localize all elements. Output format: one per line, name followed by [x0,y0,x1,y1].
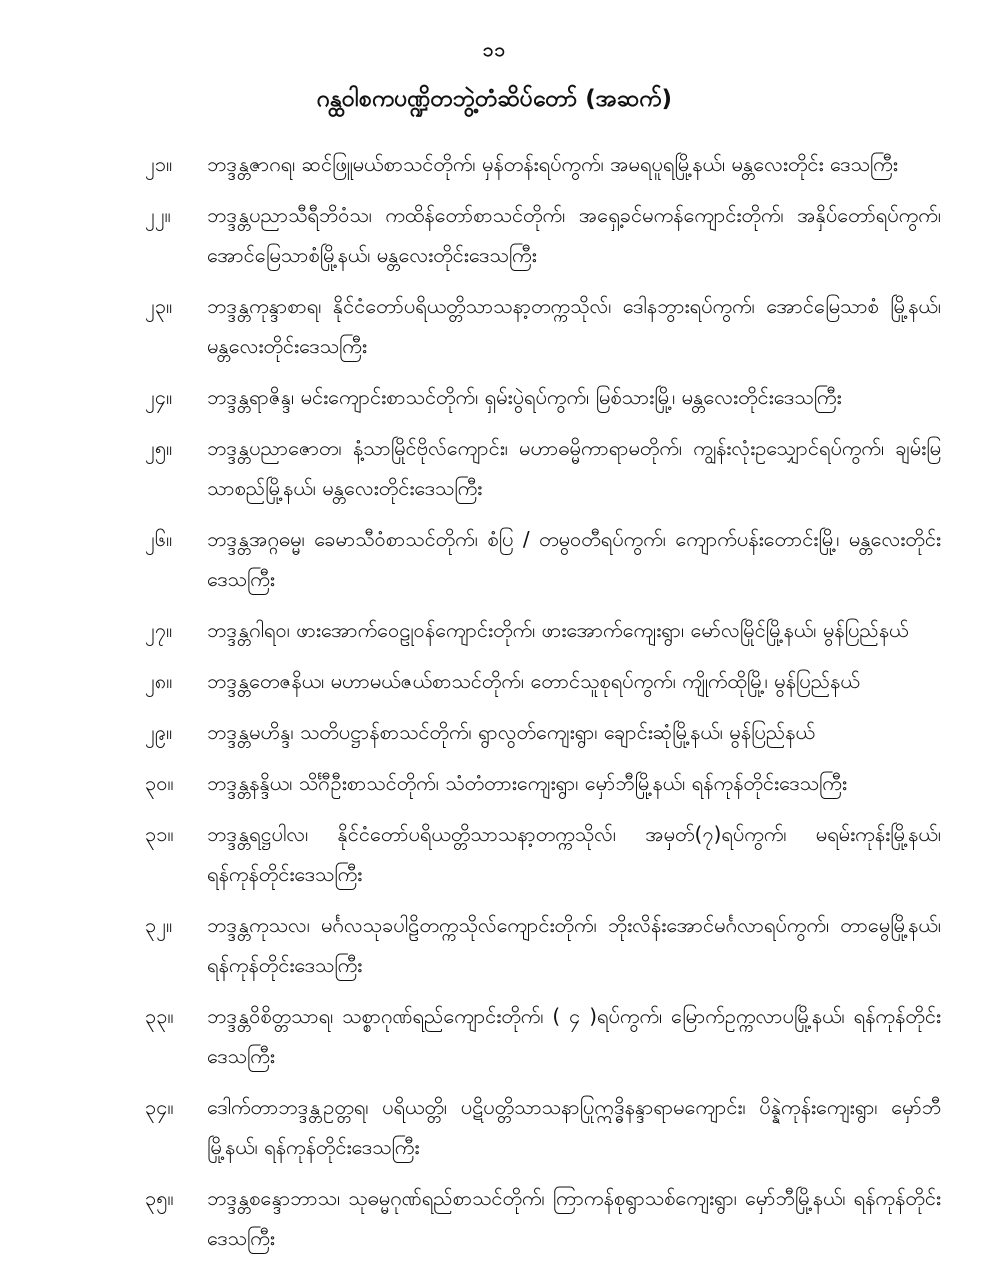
item-text: ဘဒ္ဒန္တမဟိန္ဒ၊ သတိပဋ္ဌာန်စာသင်တိုက်၊ ရွာလွတ်ကျေးရွာ၊ ချောင်းဆုံမြို့နယ်၊ မွန်ပြည်နယ် [207,720,815,744]
item-text: ဘဒ္ဒန္တပညာဇောတ၊ နံ့သာမြိုင်ဗိုလ်ကျောင်း၊ မဟာဓမ္မိကာရာမတိုက်၊ ကျွန်းလုံးဥသျှောင်ရပ်ကွက်၊ ချမ်းမြသာစည်မြို့နယ်၊ မန္တလေးတိုင်းဒေသကြီး [207,436,941,500]
item-number: ၂၅။ [145,436,173,460]
award-recipient-list [145,144,941,1258]
list-item [145,1087,941,1167]
list-item [145,905,941,985]
item-text: ဘဒ္ဒန္တဇာဂရ၊ ဆင်ဖြူမယ်စာသင်တိုက်၊ မှန်တန်းရပ်ကွက်၊ အမရပူရမြို့နယ်၊ မန္တလေးတိုင်း ဒေသကြီး [207,152,898,176]
item-text: ဘဒ္ဒန္တကုန္ဒာစာရ၊ နိုင်ငံတော်ပရိယတ္တိသာသနာ့တက္ကသိုလ်၊ ဒေါနဘွားရပ်ကွက်၊ အောင်မြေသာစံ မြို့နယ်၊ မန္တလေးတိုင်းဒေသကြီး [207,294,941,358]
list-item [145,286,941,366]
item-text: ဘဒ္ဒန္တဝိစိတ္တသာရ၊ သစ္စာဂုဏ်ရည်ကျောင်းတိုက်၊ ( ၄ )ရပ်ကွက်၊ မြောက်ဥက္ကလာပမြို့နယ်၊ ရန်ကုန်တိုင်းဒေသကြီး [207,1004,941,1068]
item-number: ၃၂။ [145,913,173,937]
item-number: ၂၇။ [145,618,173,642]
list-item [145,1178,941,1258]
item-text: ဒေါက်တာဘဒ္ဒန္တဥတ္တရ၊ ပရိယတ္တိ၊ ပဋိပတ္တိသာသနာပြုဣဒ္ဓိနန္ဒာရာမကျောင်း၊ ပိန္နဲကုန်းကျေးရွာ၊ မှော်ဘီမြို့နယ်၊ ရန်ကုန်တိုင်းဒေသကြီး [207,1095,941,1159]
item-text: ဘဒ္ဒန္တတေဇနိယ၊ မဟာမယ်ဇယ်စာသင်တိုက်၊ တောင်သူစုရပ်ကွက်၊ ကျိုက်ထိုမြို့၊ မွန်ပြည်နယ် [207,669,860,693]
item-number: ၂၉။ [145,720,173,744]
item-number: ၂၆။ [145,527,173,551]
item-number: ၂၃။ [145,294,173,318]
item-number: ၂၄။ [145,385,173,409]
item-number: ၂၈။ [145,669,173,693]
page-number: ၁၁ [482,39,507,61]
list-item [145,996,941,1076]
item-text: ဘဒ္ဒန္တရဋ္ဌပါလ၊ နိုင်ငံတော်ပရိယတ္တိသာသနာ့တက္ကသိုလ်၊ အမှတ်(၇)ရပ်ကွက်၊ မရမ်းကုန်းမြို့နယ်၊ ရန်ကုန်တိုင်းဒေသကြီး [207,822,941,886]
list-item [145,377,941,417]
item-text: ဘဒ္ဒန္တအဂ္ဂဓမ္မ၊ ခေမာသီဝံစာသင်တိုက်၊ စံပြ / တမွဝတီရပ်ကွက်၊ ကျောက်ပန်းတောင်းမြို့၊ မန္တလေးတိုင်းဒေသကြီး [207,527,941,591]
item-number: ၂၁။ [145,152,173,176]
list-item [145,144,941,184]
item-text: ဘဒ္ဒန္တနန္ဒိယ၊ သိင်္ဂီဦးစာသင်တိုက်၊ သံတံတားကျေးရွာ၊ မှော်ဘီမြို့နယ်၊ ရန်ကုန်တိုင်းဒေသကြီး [207,771,847,795]
item-number: ၃၃။ [145,1004,174,1028]
item-number: ၂၂။ [145,203,171,227]
item-text: ဘဒ္ဒန္တဂါရဝ၊ ဖားအောက်ဝေဠုဝန်ကျောင်းတိုက်၊ ဖားအောက်ကျေးရွာ၊ မော်လမြိုင်မြို့နယ်၊ မွန်ပြည်နယ် [207,618,909,642]
list-item [145,195,941,275]
list-item [145,610,941,650]
item-number: ၃၄။ [145,1095,174,1119]
list-item [145,661,941,701]
page-title: ဂန္ထဝါစကပဏ္ဍိတဘွဲ့တံဆိပ်တော် (အဆက်) [316,86,673,112]
item-number: ၃၀။ [145,771,174,795]
item-text: ဘဒ္ဒန္တကုသလ၊ မင်္ဂလသုခပါဠိတက္ကသိုလ်ကျောင်းတိုက်၊ ဘိုးလိန်းအောင်မင်္ဂလာရပ်ကွက်၊ တာမွေမြို့နယ်၊ ရန်ကုန်တိုင်းဒေသကြီး [207,913,941,977]
item-number: ၃၅။ [145,1186,174,1210]
list-item [145,814,941,894]
item-text: ဘဒ္ဒန္တရာဇိန္ဒ၊ မင်းကျောင်းစာသင်တိုက်၊ ရှမ်းပွဲရပ်ကွက်၊ မြစ်သားမြို့၊ မန္တလေးတိုင်းဒေသကြီး [207,385,842,409]
item-number: ၃၁။ [145,822,174,846]
item-text: ဘဒ္ဒန္တပညာသီရီဘိဝံသ၊ ကထိန်တော်စာသင်တိုက်၊ အရှေ့ခင်မကန်ကျောင်းတိုက်၊ အနှိပ်တော်ရပ်ကွက်၊ အောင်မြေသာစံမြို့နယ်၊ မန္တလေးတိုင်းဒေသကြီး [207,203,941,267]
list-item [145,763,941,803]
list-item [145,428,941,508]
list-item [145,519,941,599]
list-item [145,712,941,752]
item-text: ဘဒ္ဒန္တစန္ဒောဘာသ၊ သုဓမ္မဂုဏ်ရည်စာသင်တိုက်၊ ကြာကန်စုရွာသစ်ကျေးရွာ၊ မှော်ဘီမြို့နယ်၊ ရန်ကုန်တိုင်းဒေသကြီး [207,1186,941,1250]
